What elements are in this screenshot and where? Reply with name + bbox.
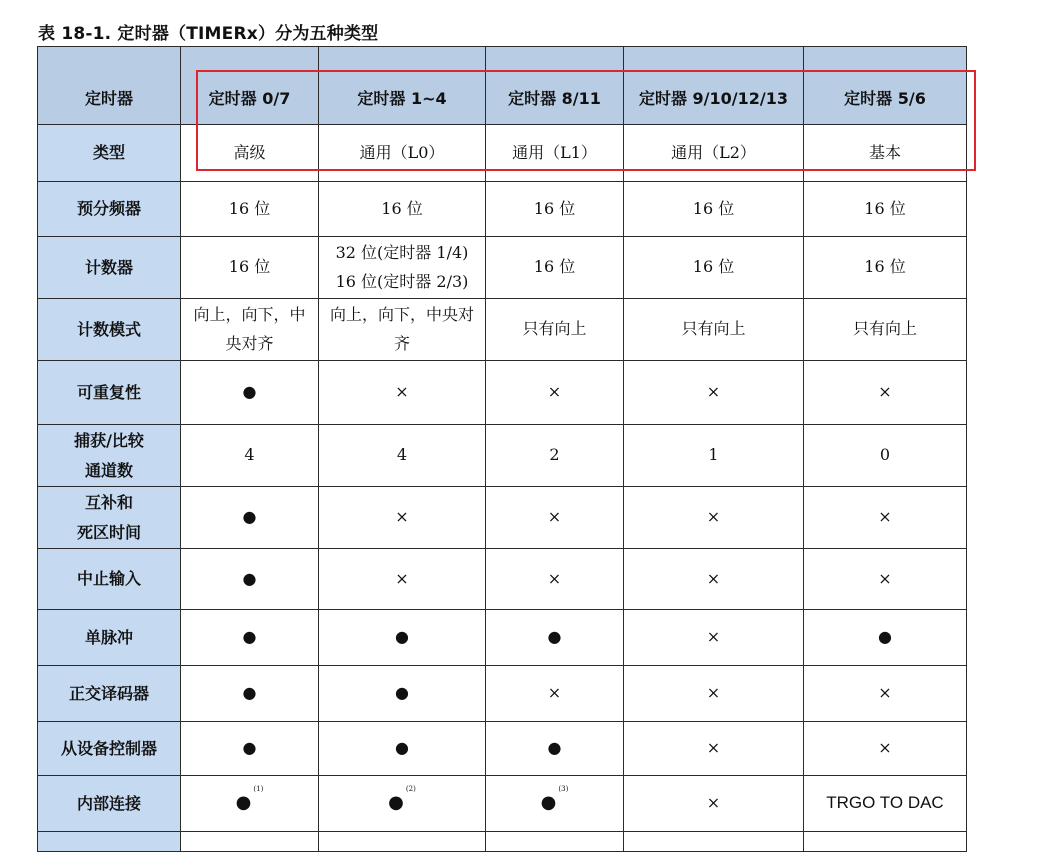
table-cell: × — [624, 549, 804, 610]
table-cell: × — [486, 487, 624, 549]
table-cell: × — [624, 361, 804, 425]
table-cell: ● — [319, 722, 486, 776]
row-label-line: 互补和 — [84, 492, 133, 512]
table-cell: × — [804, 487, 967, 549]
header-col-timer-0-7: 定时器 0/7 — [181, 47, 319, 125]
row-label: 单脉冲 — [38, 610, 181, 666]
table-cell: ● — [319, 610, 486, 666]
table-cell: × — [319, 361, 486, 425]
row-label: 预分频器 — [38, 182, 181, 237]
table-cell: 16 位 — [486, 182, 624, 237]
table-cell: 通用（L2） — [624, 125, 804, 182]
row-label: 可重复性 — [38, 361, 181, 425]
table-cell — [804, 832, 967, 852]
table-cell: 16 位 — [624, 182, 804, 237]
table-cell: 只有向上 — [624, 299, 804, 361]
table-cell: × — [804, 361, 967, 425]
table-cell: ● — [804, 610, 967, 666]
table-cell: 16 位 — [181, 182, 319, 237]
table-cell: 16 位 — [486, 237, 624, 299]
table-cell: 16 位 — [181, 237, 319, 299]
table-row-counter — [38, 237, 967, 299]
timer-types-table — [37, 46, 967, 852]
cell-line: 向上，向下，中央对 — [329, 304, 474, 324]
table-cell: ● — [486, 722, 624, 776]
table-cell — [319, 776, 486, 832]
table-cell: ● — [181, 610, 319, 666]
table-cell: × — [624, 487, 804, 549]
table-cell: ● — [181, 722, 319, 776]
footnote-ref: (1) — [253, 785, 264, 794]
table-cell: 4 — [319, 425, 486, 487]
table-cell — [181, 299, 319, 361]
table-cell: × — [804, 722, 967, 776]
table-header-row — [38, 47, 967, 125]
table-cell: × — [319, 549, 486, 610]
row-label-line: 捕获/比较 — [74, 430, 144, 450]
row-label: 中止输入 — [38, 549, 181, 610]
table-cell: ● — [181, 666, 319, 722]
table-row-prescaler — [38, 182, 967, 237]
table-cell: × — [319, 487, 486, 549]
table-cell: 0 — [804, 425, 967, 487]
table-cell — [624, 832, 804, 852]
table-caption: 表 18-1. 定时器（TIMERx）分为五种类型 — [38, 24, 379, 44]
table-cell: × — [624, 722, 804, 776]
table-cell — [181, 832, 319, 852]
table-cell: × — [624, 666, 804, 722]
header-label: 定时器 — [38, 47, 181, 125]
row-label: 内部连接 — [38, 776, 181, 832]
table-cell — [319, 299, 486, 361]
table-cell — [181, 776, 319, 832]
table-row-break — [38, 549, 967, 610]
table-cell — [804, 776, 967, 832]
table-cell: 16 位 — [804, 182, 967, 237]
table-row-partial — [38, 832, 967, 852]
table-cell: 基本 — [804, 125, 967, 182]
table-cell: 通用（L0） — [319, 125, 486, 182]
dot-mark: ● — [540, 792, 557, 814]
row-label-line: 死区时间 — [76, 522, 141, 542]
table-cell: × — [804, 666, 967, 722]
table-row-type — [38, 125, 967, 182]
footnote-ref: (3) — [558, 785, 569, 794]
cell-line: 32 位(定时器 1/4) — [335, 242, 469, 262]
table-row-single-pulse — [38, 610, 967, 666]
header-col-timer-8-11: 定时器 8/11 — [486, 47, 624, 125]
row-label: 正交译码器 — [38, 666, 181, 722]
dot-mark: ● — [235, 792, 252, 814]
table-row-quad-decoder — [38, 666, 967, 722]
row-label: 从设备控制器 — [38, 722, 181, 776]
table-row-internal-connection — [38, 776, 967, 832]
header-col-timer-1-4: 定时器 1~4 — [319, 47, 486, 125]
row-label — [38, 425, 181, 487]
table-row-repetition — [38, 361, 967, 425]
table-row-capture — [38, 425, 967, 487]
table-cell — [486, 776, 624, 832]
table-cell: × — [624, 610, 804, 666]
cell-line: 向上，向下，中 — [193, 304, 306, 324]
row-label-line: 通道数 — [84, 460, 133, 480]
table-cell: ● — [181, 361, 319, 425]
table-cell: 4 — [181, 425, 319, 487]
table-cell — [486, 832, 624, 852]
table-cell: × — [624, 776, 804, 832]
table-row-slave-controller — [38, 722, 967, 776]
table-cell: 2 — [486, 425, 624, 487]
row-label: 计数模式 — [38, 299, 181, 361]
row-label — [38, 487, 181, 549]
table-cell: ● — [486, 610, 624, 666]
cell-line: 齐 — [393, 333, 410, 353]
cell-line: 16 位(定时器 2/3) — [335, 271, 469, 291]
row-label — [38, 832, 181, 852]
table-cell: 16 位 — [804, 237, 967, 299]
trgo-label: TRGO TO DAC — [826, 793, 944, 813]
row-label: 类型 — [38, 125, 181, 182]
footnote-ref: (2) — [405, 785, 416, 794]
table-cell: 16 位 — [624, 237, 804, 299]
table-cell: 只有向上 — [486, 299, 624, 361]
dot-mark: ● — [388, 792, 404, 814]
table-cell: 只有向上 — [804, 299, 967, 361]
cell-line: 央对齐 — [225, 333, 274, 353]
header-col-timer-9-13: 定时器 9/10/12/13 — [624, 47, 804, 125]
table-cell: 高级 — [181, 125, 319, 182]
table-cell: × — [804, 549, 967, 610]
table-cell: 通用（L1） — [486, 125, 624, 182]
table-cell: 1 — [624, 425, 804, 487]
header-col-timer-5-6: 定时器 5/6 — [804, 47, 967, 125]
table-cell — [319, 237, 486, 299]
table-cell: × — [486, 549, 624, 610]
table-row-count-mode — [38, 299, 967, 361]
table-cell: × — [486, 361, 624, 425]
table-cell: 16 位 — [319, 182, 486, 237]
table-cell: ● — [319, 666, 486, 722]
table-row-complement — [38, 487, 967, 549]
table-cell: ● — [181, 487, 319, 549]
table-cell: × — [486, 666, 624, 722]
row-label: 计数器 — [38, 237, 181, 299]
table-cell — [319, 832, 486, 852]
table-cell: ● — [181, 549, 319, 610]
